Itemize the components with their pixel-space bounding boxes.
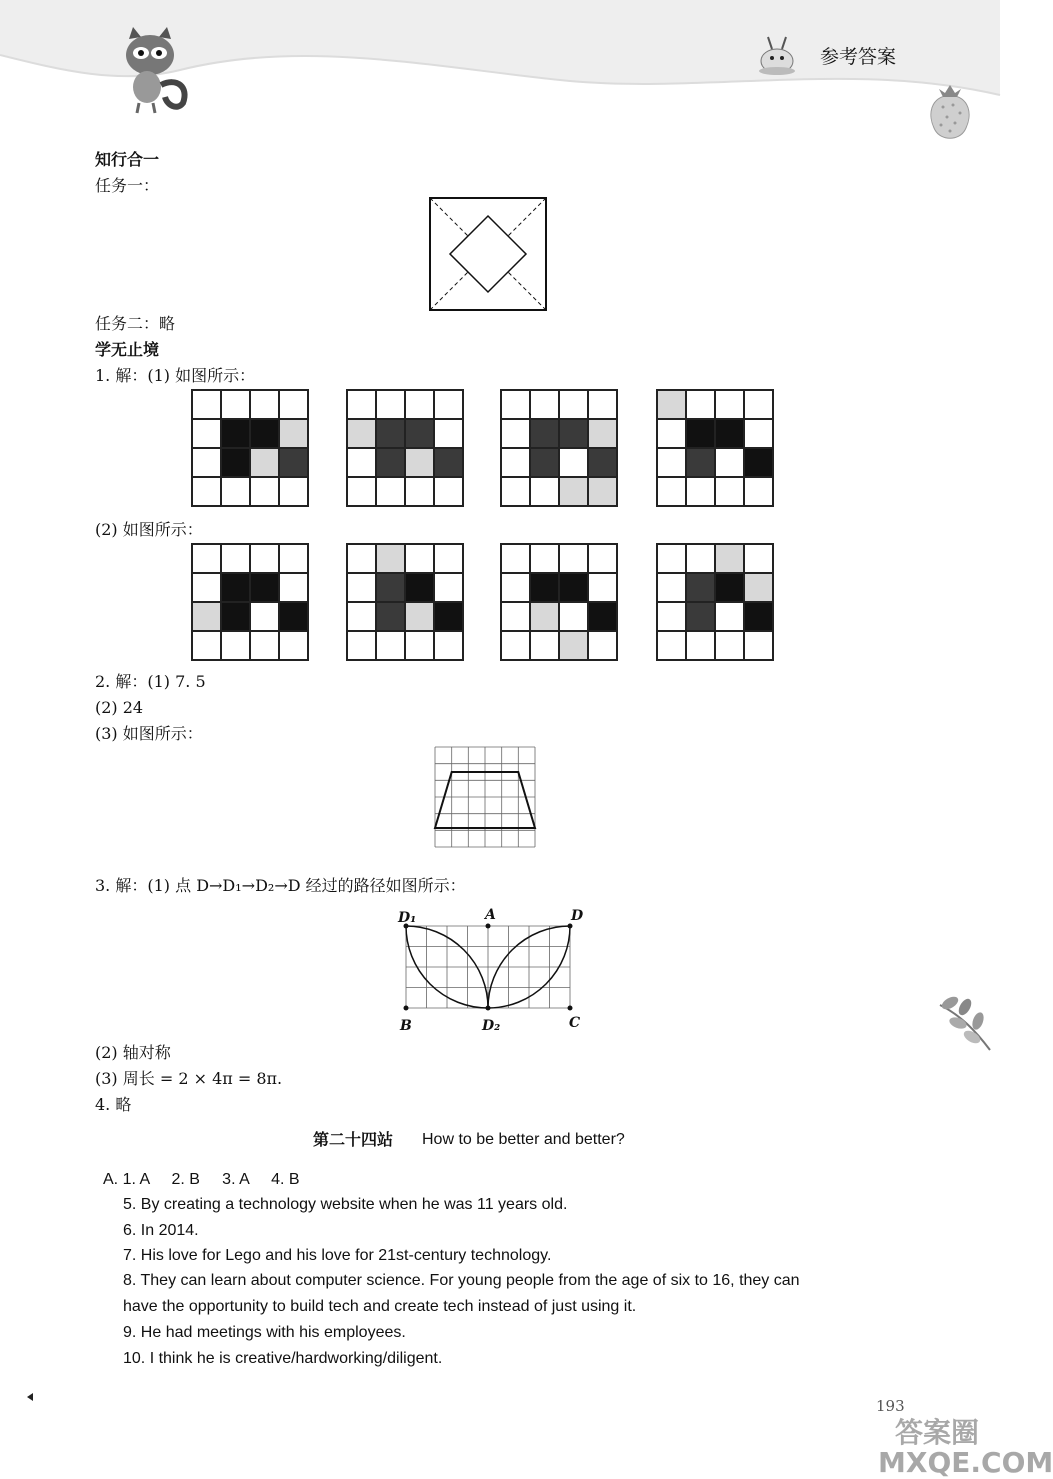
- answer-8: 8. They can learn about computer science. For young people from the age of six to 16, they can: [123, 1272, 800, 1289]
- answer-line-a: A. 1. A 2. B 3. A 4. B: [103, 1171, 300, 1188]
- answer-9: 9. He had meetings with his employees.: [123, 1324, 406, 1341]
- label-d1: D₁: [398, 910, 417, 926]
- label-d2: D₂: [482, 1018, 501, 1034]
- answer-5: 5. By creating a technology website when he was 11 years old.: [123, 1196, 568, 1213]
- q1-part2: (2) 如图所示：: [95, 520, 203, 539]
- answer-10: 10. I think he is creative/hardworking/diligent.: [123, 1350, 443, 1367]
- trapezoid-grid-figure: [433, 745, 537, 849]
- q1-intro: 1. 解：(1) 如图所示：: [95, 366, 256, 385]
- grid-figure: [346, 543, 464, 661]
- grid-figure: [656, 543, 774, 661]
- q4-answer: 4. 略: [95, 1095, 132, 1114]
- grid-figure: [346, 389, 464, 507]
- header-title: 参考答案: [820, 46, 897, 68]
- grid-figure: [500, 389, 618, 507]
- section-heading-xuewu: 学无止境: [95, 340, 160, 359]
- task2-label: 任务二：略: [95, 314, 176, 333]
- label-b: B: [400, 1018, 412, 1034]
- station-title-cn: 第二十四站: [313, 1130, 394, 1149]
- grid-figure: [500, 543, 618, 661]
- grid-figure: [656, 389, 774, 507]
- answer-8-continued: have the opportunity to build tech and create tech instead of just using it.: [123, 1298, 637, 1315]
- q2-part1: 2. 解：(1) 7. 5: [95, 672, 206, 691]
- label-c: C: [569, 1015, 581, 1031]
- strawberry-icon: [925, 85, 975, 145]
- q3-part2: (2) 轴对称: [95, 1043, 171, 1062]
- grid-figure: [191, 543, 309, 661]
- label-d: D: [571, 908, 584, 924]
- q3-part1: 3. 解：(1) 点 D→D₁→D₂→D 经过的路径如图所示：: [95, 876, 466, 895]
- grid-figure: [191, 389, 309, 507]
- station-title-en: How to be better and better?: [422, 1131, 625, 1148]
- task1-label: 任务一：: [95, 176, 160, 195]
- q2-part2: (2) 24: [95, 698, 144, 717]
- q2-part3: (3) 如图所示：: [95, 724, 203, 743]
- leaf-branch-icon: [930, 985, 1000, 1055]
- page-number: 193: [876, 1397, 905, 1415]
- q3-part3: (3) 周长 = 2 × 4π = 8π.: [95, 1069, 283, 1088]
- section-heading-zhixing: 知行合一: [95, 150, 160, 169]
- bee-mascot-icon: [752, 33, 802, 78]
- raccoon-mascot-icon: [105, 25, 195, 115]
- page-arrow-icon: [27, 1393, 33, 1401]
- label-a: A: [485, 907, 496, 923]
- watermark-logo: 答案圈 MXQE.COM: [878, 1416, 1053, 1479]
- answer-7: 7. His love for Lego and his love for 21st-century technology.: [123, 1247, 552, 1264]
- folded-square-figure: [429, 197, 547, 311]
- answer-6: 6. In 2014.: [123, 1222, 199, 1239]
